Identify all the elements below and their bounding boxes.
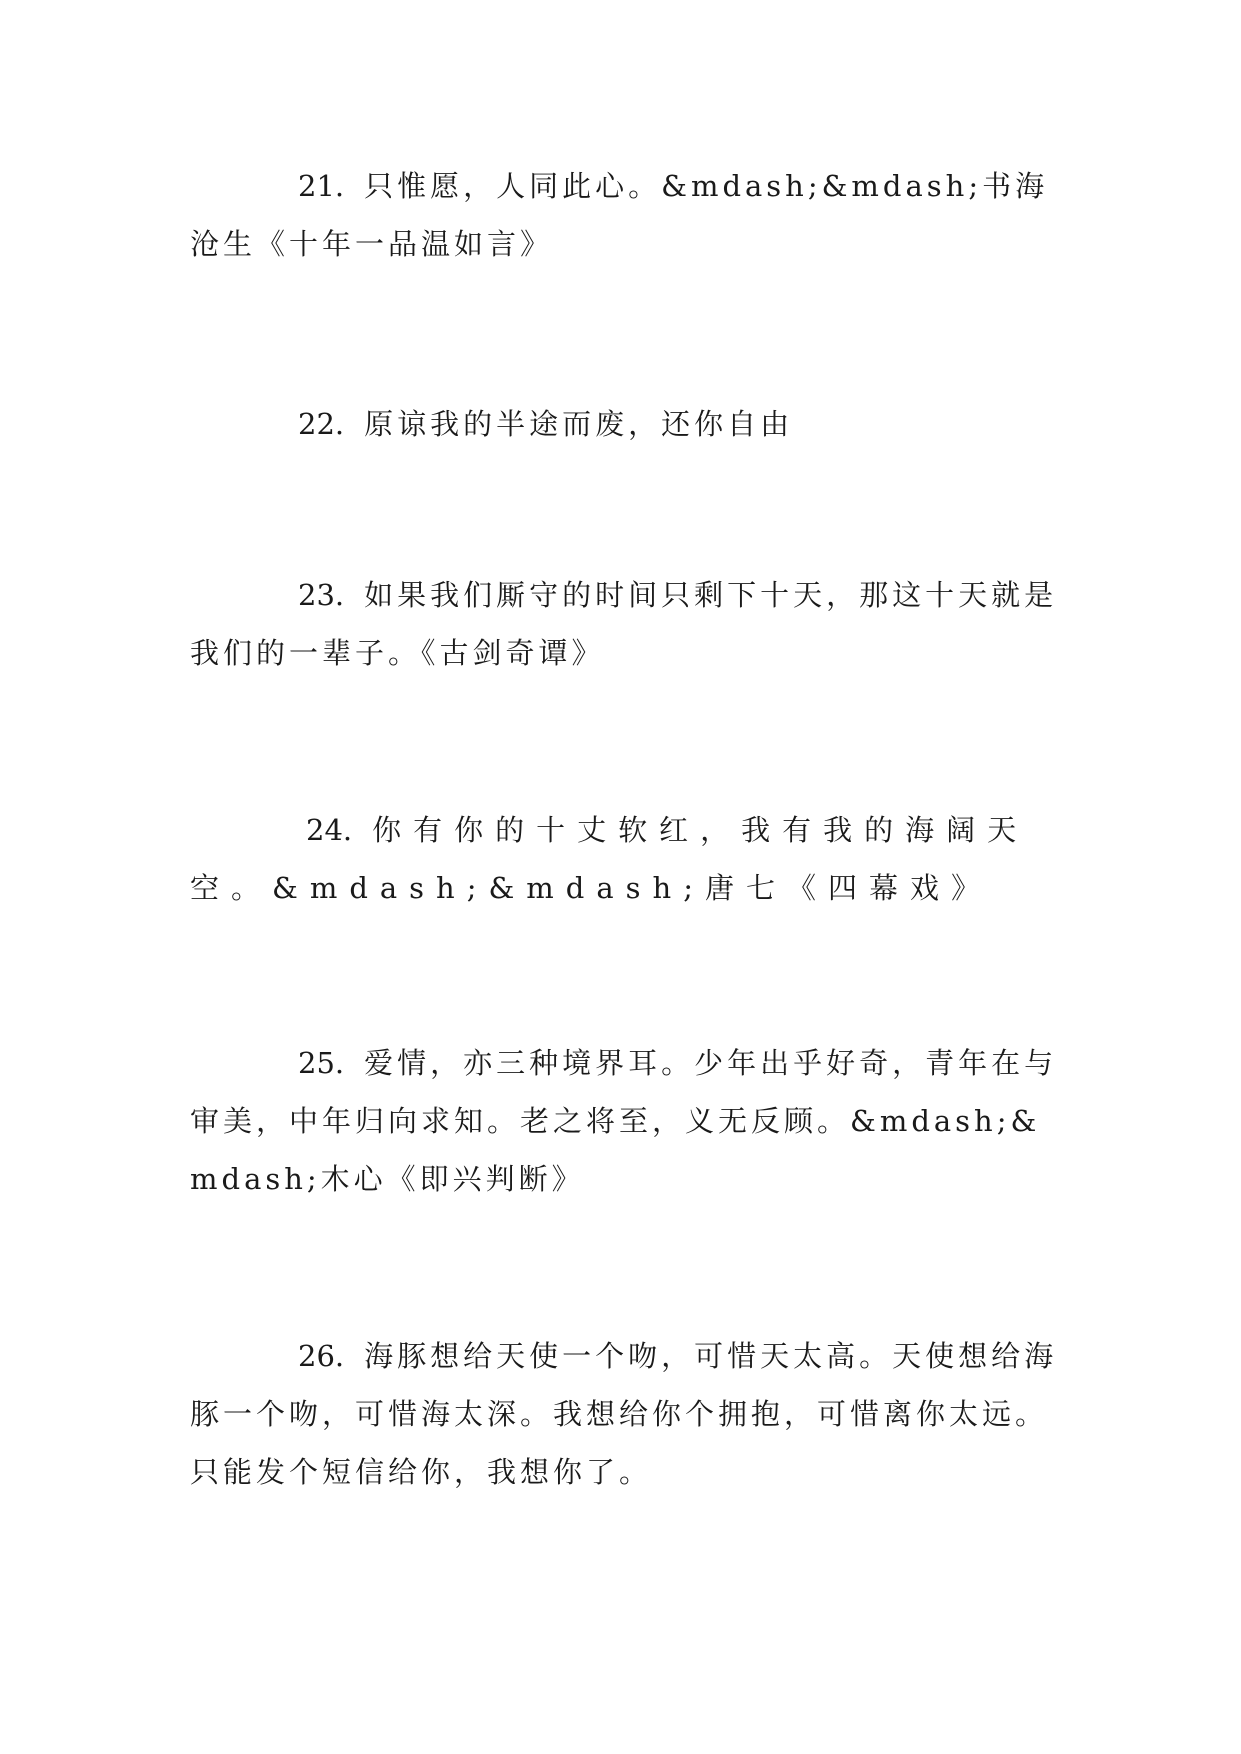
paragraph-23 [190,566,1060,682]
paragraph-24 [190,801,1060,917]
paragraph-25 [190,1034,1060,1208]
paragraph-number: 23. [298,578,345,612]
paragraph-number: 21. [298,169,345,203]
paragraph-26 [190,1327,1060,1501]
paragraph-text: 只惟愿，人同此心。&mdash;&mdash;书海沧生《十年一品温如言》 [190,169,1049,261]
paragraph-number: 22. [298,407,345,441]
paragraph-text: 你有你的十丈软红，我有我的海阔天空。&mdash;&mdash;唐七《四幕戏》 [190,813,1029,905]
paragraph-text: 如果我们厮守的时间只剩下十天，那这十天就是我们的一辈子。《古剑奇谭》 [190,578,1058,670]
paragraph-22 [190,395,1060,453]
paragraph-number: 25. [298,1046,345,1080]
paragraph-number: 24. [306,813,353,847]
paragraph-text: 海豚想给天使一个吻，可惜天太高。天使想给海豚一个吻，可惜海太深。我想给你个拥抱，可惜离你太远。只能发个短信给你，我想你了。 [190,1339,1058,1489]
paragraph-number: 26. [298,1339,345,1373]
paragraph-21 [190,157,1060,273]
paragraph-text: 原谅我的半途而废，还你自由 [364,407,794,441]
paragraph-text: 爱情，亦三种境界耳。少年出乎好奇，青年在与审美，中年归向求知。老之将至，义无反顾。&mdash;&mdash;木心《即兴判断》 [190,1046,1058,1196]
